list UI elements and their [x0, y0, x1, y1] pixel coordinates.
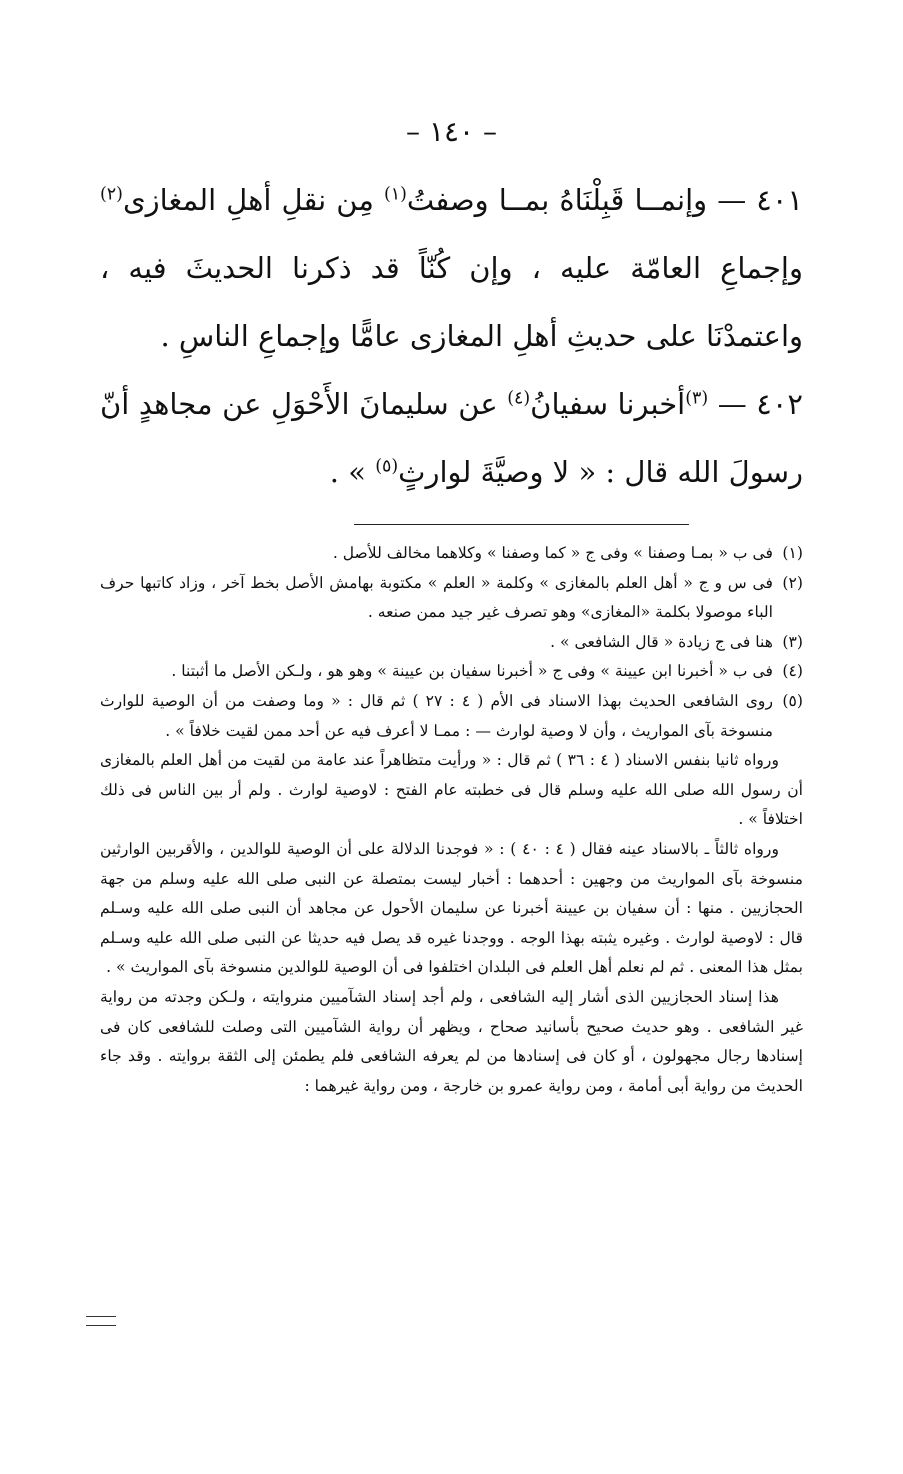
page-number: – ١٤٠ –: [406, 115, 497, 148]
footnote-4: (٤)فى ب « أخبرنا ابن عيينة » وفى ج « أخبرنا سفيان بن عيينة » وهو هو ، ولـكن الأصل ما أثبتنا .: [171, 662, 803, 681]
footnote-5-third-narration: ورواه ثالثاً ـ بالاسناد عينه فقال ( ٤ : ٤٠ ) : « فوجدنا الدلالة على أن الوصية للوالدين ، والأقربين الوارثين منسوخة بآى المواريث من وجهين : أحدهما : أخبار ليست بمتصلة عن النبى صلى الله عليه وسلم من جهة الحجازيين . منها : أن سفيان بن عيينة أخبرنا عن سليمان الأحول عن مجاهد أن النبى صلى الله عليه وسـلم قال : لاوصية لوارث . وغيره يثبته بهذا الوجه . ووجدنا غيره قد يصل فيه حديثا عن النبى صلى الله عليه وسـلم بمثل هذا المعنى . ثم لم نعلم أهل العلم فى البلدان اختلفوا فى أن الوصية للوالدين منسوخة بآى المواريث » .: [100, 839, 803, 977]
footnote-1: (١)فى ب « بمـا وصفنا » وفى ج « كما وصفنا » وكلاهما مخالف للأصل .: [332, 544, 803, 562]
paragraph-401: ٤٠١ — وإنمــا قَبِلْنَاهُ بمــا وصفتُ$^{(١)}$ مِن نقلِ أهلِ المغازى$^{(٢)}$ وإجماعِ العامّة عليه ، وإن كُنّاً قد ذكرنا الحديثَ فيه ، واعتمدْنَا على حديثِ أهلِ المغازى عامًّا وإجماعِ الناسِ .: [100, 183, 803, 353]
continuation-mark: [86, 1316, 116, 1326]
footnote-5-commentary: هذا إسناد الحجازيين الذى أشار إليه الشافعى ، ولم أجد إسناد الشآميين منروايته ، ولـكن وجدته من رواية غير الشافعى . وهو حديث صحيح بأسانيد صحاح ، ويظهر أن رواية الشآميين التى وصلت للشافعى كان فى إسنادها رجال مجهولون ، أو كان فى إسنادها من لم يعرفه الشافعى فلم يطمئن إلى الثقة بروايته . وقد جاء الحديث من رواية أبى أمامة ، ومن رواية عمرو بن خارجة ، ومن رواية غيرهما :: [100, 987, 803, 1095]
main-text: [100, 166, 803, 506]
footnote-divider: [354, 524, 689, 525]
footnotes: [100, 539, 803, 1101]
footnote-5-second-narration: ورواه ثانيا بنفس الاسناد ( ٤ : ٣٦ ) ثم قال : « ورأيت متظاهراً عند عامة من لقيت من أهل العلم بالمغازى أن رسول الله صلى الله عليه وسلم قال فى خطبته عام الفتح : لاوصية لوارث . ولم أر بين الناس فى ذلك اختلافاً » .: [100, 751, 803, 829]
paragraph-402: ٤٠٢ — $^{(٣)}$أخبرنا سفيانُ$^{(٤)}$ عن سليمانَ الأَحْوَلِ عن مجاهدٍ أنّ رسولَ الله قال : « لا وصيَّةَ لوارثٍ$^{(٥)}$ » .: [100, 387, 803, 489]
footnote-2: (٢)فى س و ج « أهل العلم بالمغازى » وكلمة « العلم » مكتوبة بهامش الأصل بخط آخر ، وزاد كاتبها حرف الباء موصولا بكلمة «المغازى» وهو تصرف غير جيد ممن صنعه .: [100, 573, 803, 622]
footnote-5: (٥)روى الشافعى الحديث بهذا الاسناد فى الأم ( ٤ : ٢٧ ) ثم قال : « وما وصفت من أن الوصية للوارث منسوخة بآى المواريث ، وأن لا وصية لوارث — : ممـا لا أعرف فيه عن أحد ممن لقيت خلافاً » .: [100, 691, 803, 740]
footnote-3: (٣)هنا فى ج زيادة « قال الشافعى » .: [550, 632, 803, 651]
